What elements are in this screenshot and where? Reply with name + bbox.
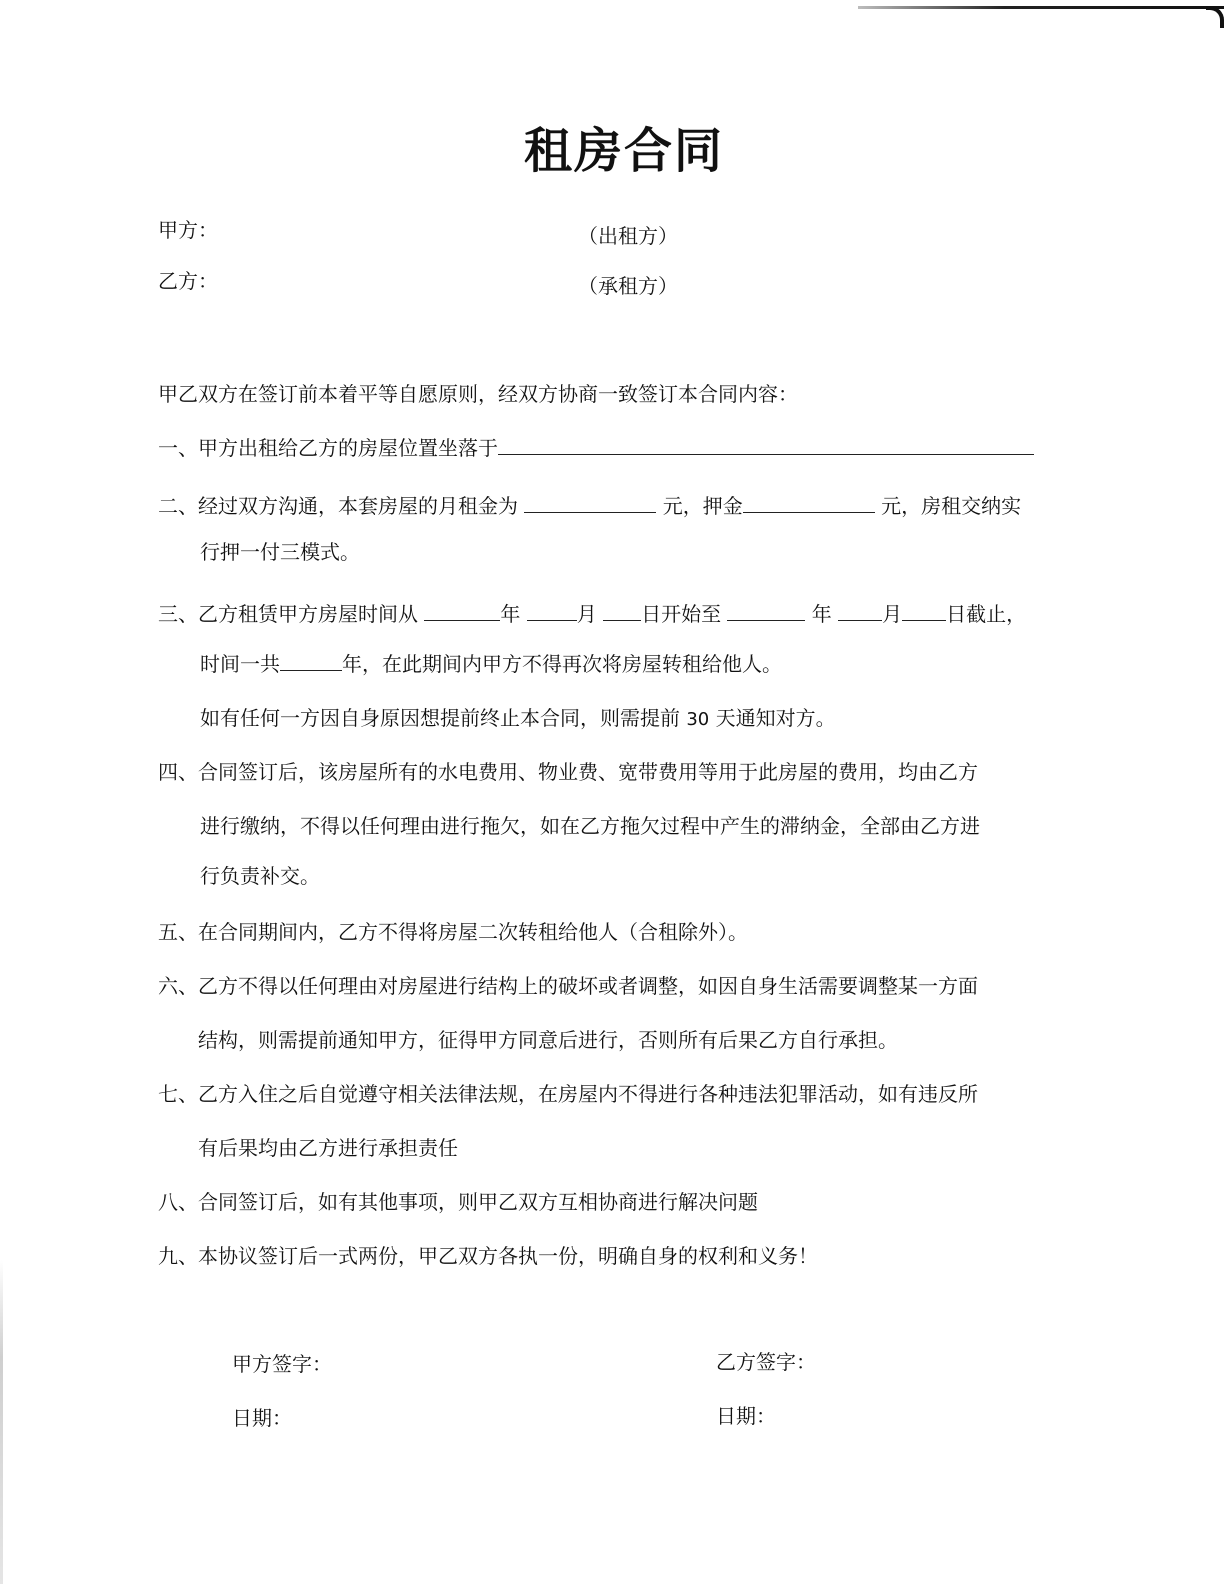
clause-3-cont (200, 648, 782, 678)
end-day-unit: 日截止， (946, 602, 1027, 626)
notice-days: 30 (686, 709, 710, 730)
clause-6-line-1: 六、乙方不得以任何理由对房屋进行结构上的破坏或者调整，如因自身生活需要调整某一方面 (158, 974, 978, 998)
party-b-date-label: 日期： (716, 1404, 776, 1428)
end-month-unit: 月 (882, 602, 903, 626)
clause-1 (158, 432, 1034, 462)
clause-4-line-3: 行负责补交。 (200, 864, 320, 888)
clause-7-line-1: 七、乙方入住之后自觉遵守相关法律法规，在房屋内不得进行各种违法犯罪活动，如有违反所 (158, 1082, 978, 1106)
clause-2-cont: 行押一付三模式。 (200, 540, 360, 564)
location-blank[interactable] (498, 432, 1034, 455)
clause-3-note (200, 704, 836, 734)
deposit-blank[interactable] (743, 490, 875, 513)
end-year-unit: 年 (811, 602, 832, 626)
clause-4-line-1: 四、合同签订后，该房屋所有的水电费用、物业费、宽带费用等用于此房屋的费用，均由乙方 (158, 760, 978, 784)
clause-2 (158, 490, 1021, 520)
scan-edge-left (0, 1260, 3, 1584)
clause-8: 八、合同签订后，如有其他事项，则甲乙双方互相协商进行解决问题 (158, 1190, 758, 1214)
clause-3 (158, 598, 1026, 628)
end-year-blank[interactable] (727, 598, 805, 621)
start-day-unit: 日开始至 (641, 602, 722, 626)
clause-3-cont-a: 时间一共 (200, 652, 280, 676)
duration-years-blank[interactable] (280, 648, 342, 671)
intro-text: 甲乙双方在签订前本着平等自愿原则，经双方协商一致签订本合同内容： (158, 382, 798, 406)
end-month-blank[interactable] (838, 598, 882, 621)
clause-9: 九、本协议签订后一式两份，甲乙双方各执一份，明确自身的权利和义务！ (158, 1244, 818, 1268)
party-b-role: （承租方） (578, 274, 678, 298)
clause-6-line-2: 结构，则需提前通知甲方，征得甲方同意后进行，否则所有后果乙方自行承担。 (198, 1028, 898, 1052)
clause-5: 五、在合同期间内，乙方不得将房屋二次转租给他人（合租除外）。 (158, 920, 748, 944)
clause-3-note-b: 天通知对方。 (715, 706, 836, 730)
clause-7-line-2: 有后果均由乙方进行承担责任 (198, 1136, 458, 1160)
party-a-role: （出租方） (578, 224, 678, 248)
clause-3-note-a: 如有任何一方因自身原因想提前终止本合同，则需提前 (200, 706, 680, 730)
scan-edge-corner (1206, 6, 1224, 28)
contract-title: 租房合同 (523, 123, 724, 179)
party-b-label: 乙方： (158, 269, 218, 293)
clause-3-prefix: 三、乙方租赁甲方房屋时间从 (158, 602, 418, 626)
rent-blank[interactable] (524, 490, 656, 513)
start-year-unit: 年 (500, 602, 521, 626)
clause-1-text: 一、甲方出租给乙方的房屋位置坐落于 (158, 436, 498, 460)
start-year-blank[interactable] (424, 598, 500, 621)
clause-3-cont-b: 年，在此期间内甲方不得再次将房屋转租给他人。 (342, 652, 782, 676)
party-b-signature-label: 乙方签字： (716, 1350, 816, 1374)
clause-2-text-b: 元，押金 (662, 494, 743, 518)
scan-edge-top (858, 6, 1224, 9)
start-month-blank[interactable] (527, 598, 577, 621)
clause-2-text-a: 二、经过双方沟通，本套房屋的月租金为 (158, 494, 518, 518)
clause-4-line-2: 进行缴纳，不得以任何理由进行拖欠，如在乙方拖欠过程中产生的滞纳金，全部由乙方进 (200, 814, 980, 838)
clause-2-text-c: 元，房租交纳实 (881, 494, 1022, 518)
party-a-signature-label: 甲方签字： (232, 1352, 332, 1376)
party-a-label: 甲方： (158, 218, 218, 242)
end-day-blank[interactable] (902, 598, 946, 621)
party-a-date-label: 日期： (232, 1406, 292, 1430)
start-day-blank[interactable] (603, 598, 641, 621)
start-month-unit: 月 (576, 602, 597, 626)
